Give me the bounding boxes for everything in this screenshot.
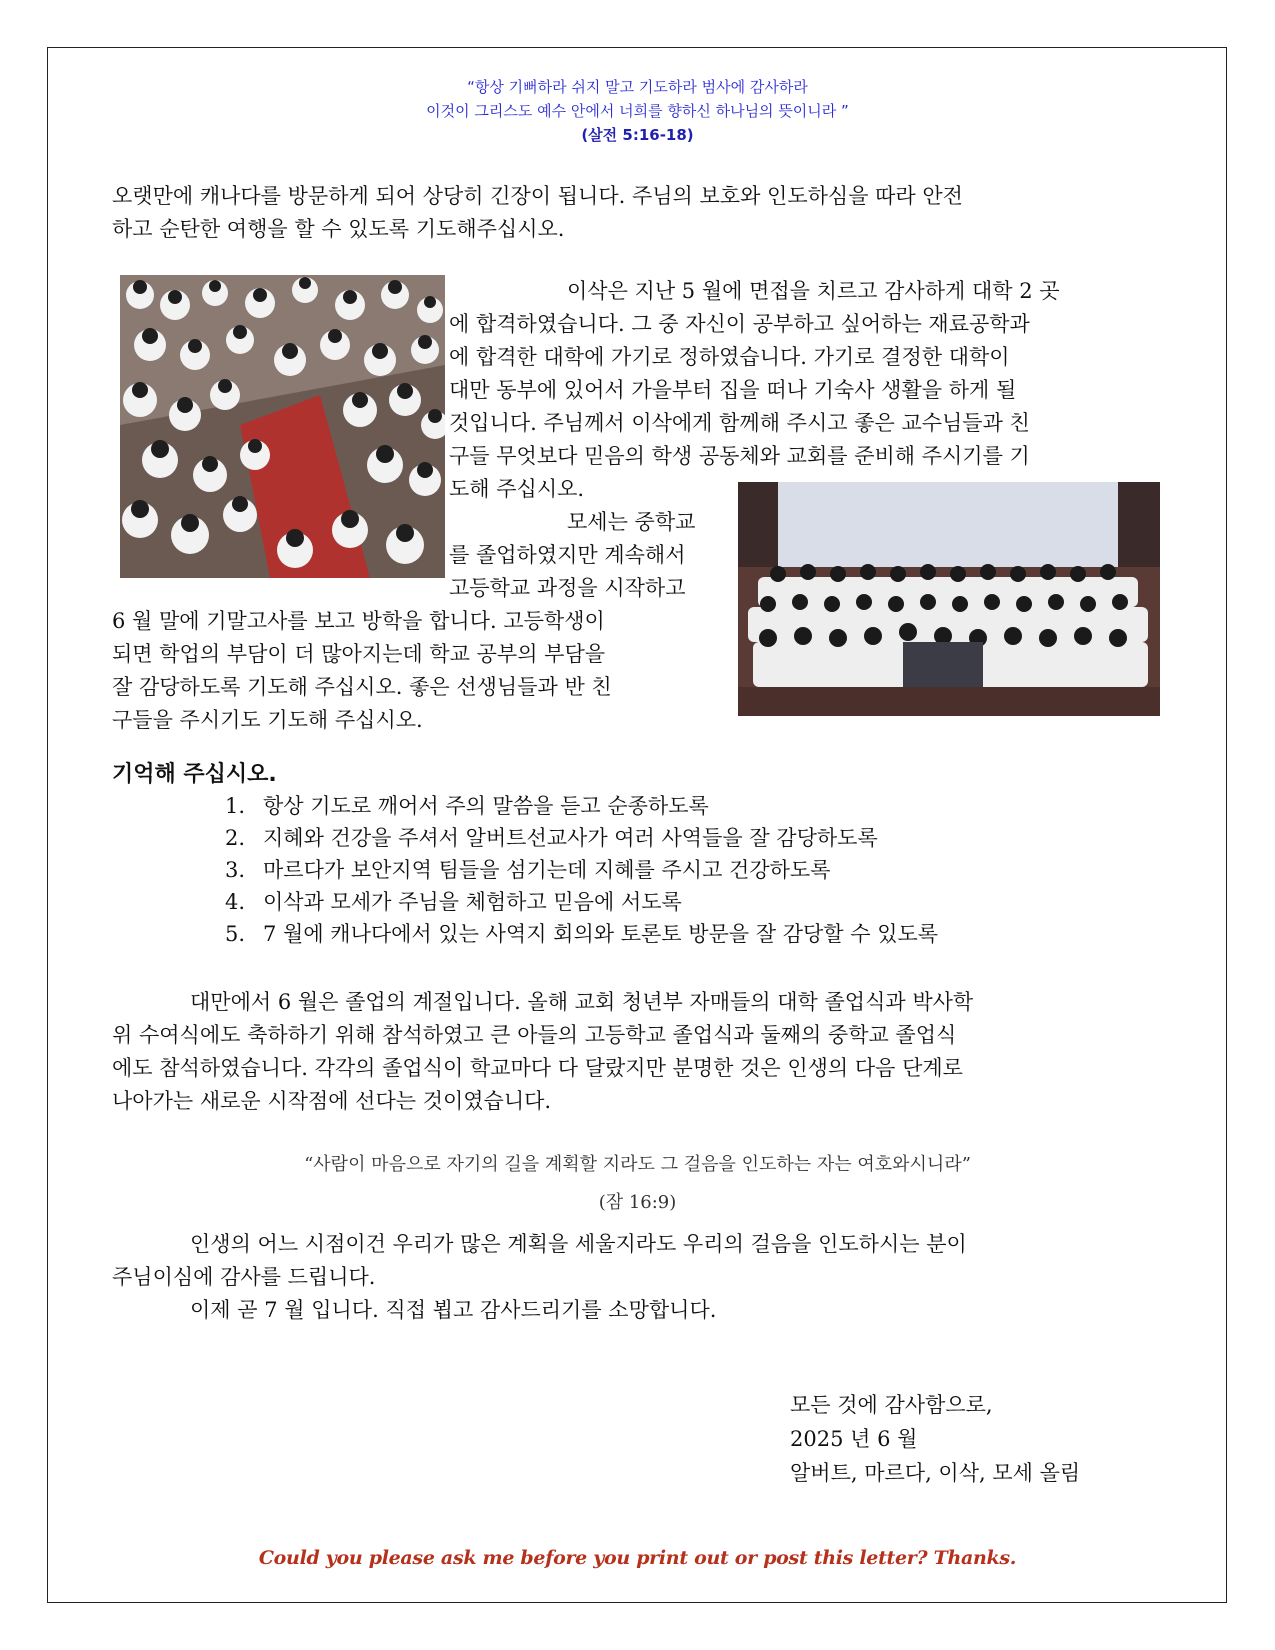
prayer-item-number: 2. (225, 826, 246, 850)
isaac-line-6: 구들 무엇보다 믿음의 학생 공동체와 교회를 준비해 주시기를 기 (449, 444, 1030, 468)
isaac-line-4: 대만 동부에 있어서 가을부터 집을 떠나 기숙사 생활을 하게 될 (449, 378, 1017, 402)
graduation-group-photo (738, 482, 1160, 716)
prayer-item-text: 마르다가 보안지역 팀들을 섬기는데 지혜를 주시고 건강하도록 (263, 858, 831, 882)
closing-line-3: 이제 곧 7 월 입니다. 직접 뵙고 감사드리기를 소망합니다. (190, 1298, 717, 1322)
prayer-heading: 기억해 주십시오. (112, 762, 277, 787)
prayer-item (225, 822, 938, 854)
prayer-item (225, 790, 938, 822)
proverb-quote: “사람이 마음으로 자기의 길을 계획할 지라도 그 걸음을 인도하는 자는 여호와시니라” (304, 1154, 971, 1175)
header-verse-line2: 이것이 그리스도 예수 안에서 너희를 향하신 하나님의 뜻이니라 ” (426, 102, 849, 120)
isaac-line-5: 것입니다. 주님께서 이삭에게 함께해 주시고 좋은 교수님들과 친 (449, 411, 1030, 435)
isaac-line-7: 도해 주십시오. (449, 477, 585, 501)
moses-line-3: 고등학교 과정을 시작하고 (449, 576, 686, 600)
students-crowd-illustration (120, 275, 445, 578)
graduation-group-illustration (738, 482, 1160, 716)
signature-block (790, 1388, 1080, 1490)
moses-line-6: 잘 감당하도록 기도해 주십시오. 좋은 선생님들과 반 친 (112, 675, 612, 699)
prayer-item-number: 5. (225, 922, 246, 946)
moses-line-7: 구들을 주시기도 기도해 주십시오. (112, 708, 423, 732)
prayer-item-text: 지혜와 건강을 주셔서 알버트선교사가 여러 사역들을 잘 감당하도록 (263, 826, 878, 850)
moses-line-2: 를 졸업하였지만 계속해서 (449, 543, 686, 567)
graduation-line-4: 나아가는 새로운 시작점에 선다는 것이였습니다. (112, 1089, 552, 1113)
prayer-item-number: 3. (225, 858, 246, 882)
isaac-line-2: 에 합격하였습니다. 그 중 자신이 공부하고 싶어하는 재료공학과 (449, 312, 1030, 336)
prayer-item-number: 4. (225, 890, 246, 914)
intro-line-1: 오랫만에 캐나다를 방문하게 되어 상당히 긴장이 됩니다. 주님의 보호와 인도하심을 따라 안전 (112, 184, 963, 208)
signature-greeting: 모든 것에 감사함으로, (790, 1393, 993, 1417)
header-verse-reference: (살전 5:16-18) (581, 126, 694, 144)
prayer-item (225, 886, 938, 918)
prayer-item-number: 1. (225, 794, 246, 818)
signature-date: 2025 년 6 월 (790, 1427, 918, 1451)
header-verse-line1: “항상 기뻐하라 쉬지 말고 기도하라 범사에 감사하라 (467, 78, 808, 96)
closing-line-1: 인생의 어느 시점이건 우리가 많은 계획을 세울지라도 우리의 걸음을 인도하시는 분이 (190, 1232, 967, 1256)
prayer-item (225, 918, 938, 950)
prayer-item-text: 7 월에 캐나다에서 있는 사역지 회의와 토론토 방문을 잘 감당할 수 있도록 (263, 922, 939, 946)
students-crowd-photo (120, 275, 445, 578)
moses-line-4: 6 월 말에 기말고사를 보고 방학을 합니다. 고등학생이 (112, 609, 605, 633)
prayer-list (225, 790, 938, 950)
intro-line-2: 하고 순탄한 여행을 할 수 있도록 기도해주십시오. (112, 217, 565, 241)
prayer-item (225, 854, 938, 886)
graduation-line-3: 에도 참석하였습니다. 각각의 졸업식이 학교마다 다 달랐지만 분명한 것은 인생의 다음 단계로 (112, 1056, 963, 1080)
isaac-line-1: 이삭은 지난 5 월에 면접을 치르고 감사하게 대학 2 곳 (567, 279, 1060, 303)
graduation-line-2: 위 수여식에도 축하하기 위해 참석하였고 큰 아들의 고등학교 졸업식과 둘째의 중학교 졸업식 (112, 1023, 957, 1047)
footer-note: Could you please ask me before you print out or post this letter? Thanks. (258, 1547, 1017, 1569)
proverb-reference: (잠 16:9) (598, 1192, 677, 1213)
closing-line-2: 주님이심에 감사를 드립니다. (112, 1265, 376, 1289)
prayer-item-text: 이삭과 모세가 주님을 체험하고 믿음에 서도록 (263, 890, 682, 914)
prayer-item-text: 항상 기도로 깨어서 주의 말씀을 듣고 순종하도록 (263, 794, 709, 818)
signature-names: 알버트, 마르다, 이삭, 모세 올림 (790, 1461, 1081, 1485)
moses-line-1: 모세는 중학교 (567, 510, 696, 534)
graduation-line-1: 대만에서 6 월은 졸업의 계절입니다. 올해 교회 청년부 자매들의 대학 졸업식과 박사학 (190, 990, 974, 1014)
moses-line-5: 되면 학업의 부담이 더 많아지는데 학교 공부의 부담을 (112, 642, 606, 666)
isaac-line-3: 에 합격한 대학에 가기로 정하였습니다. 가기로 결정한 대학이 (449, 345, 1010, 369)
